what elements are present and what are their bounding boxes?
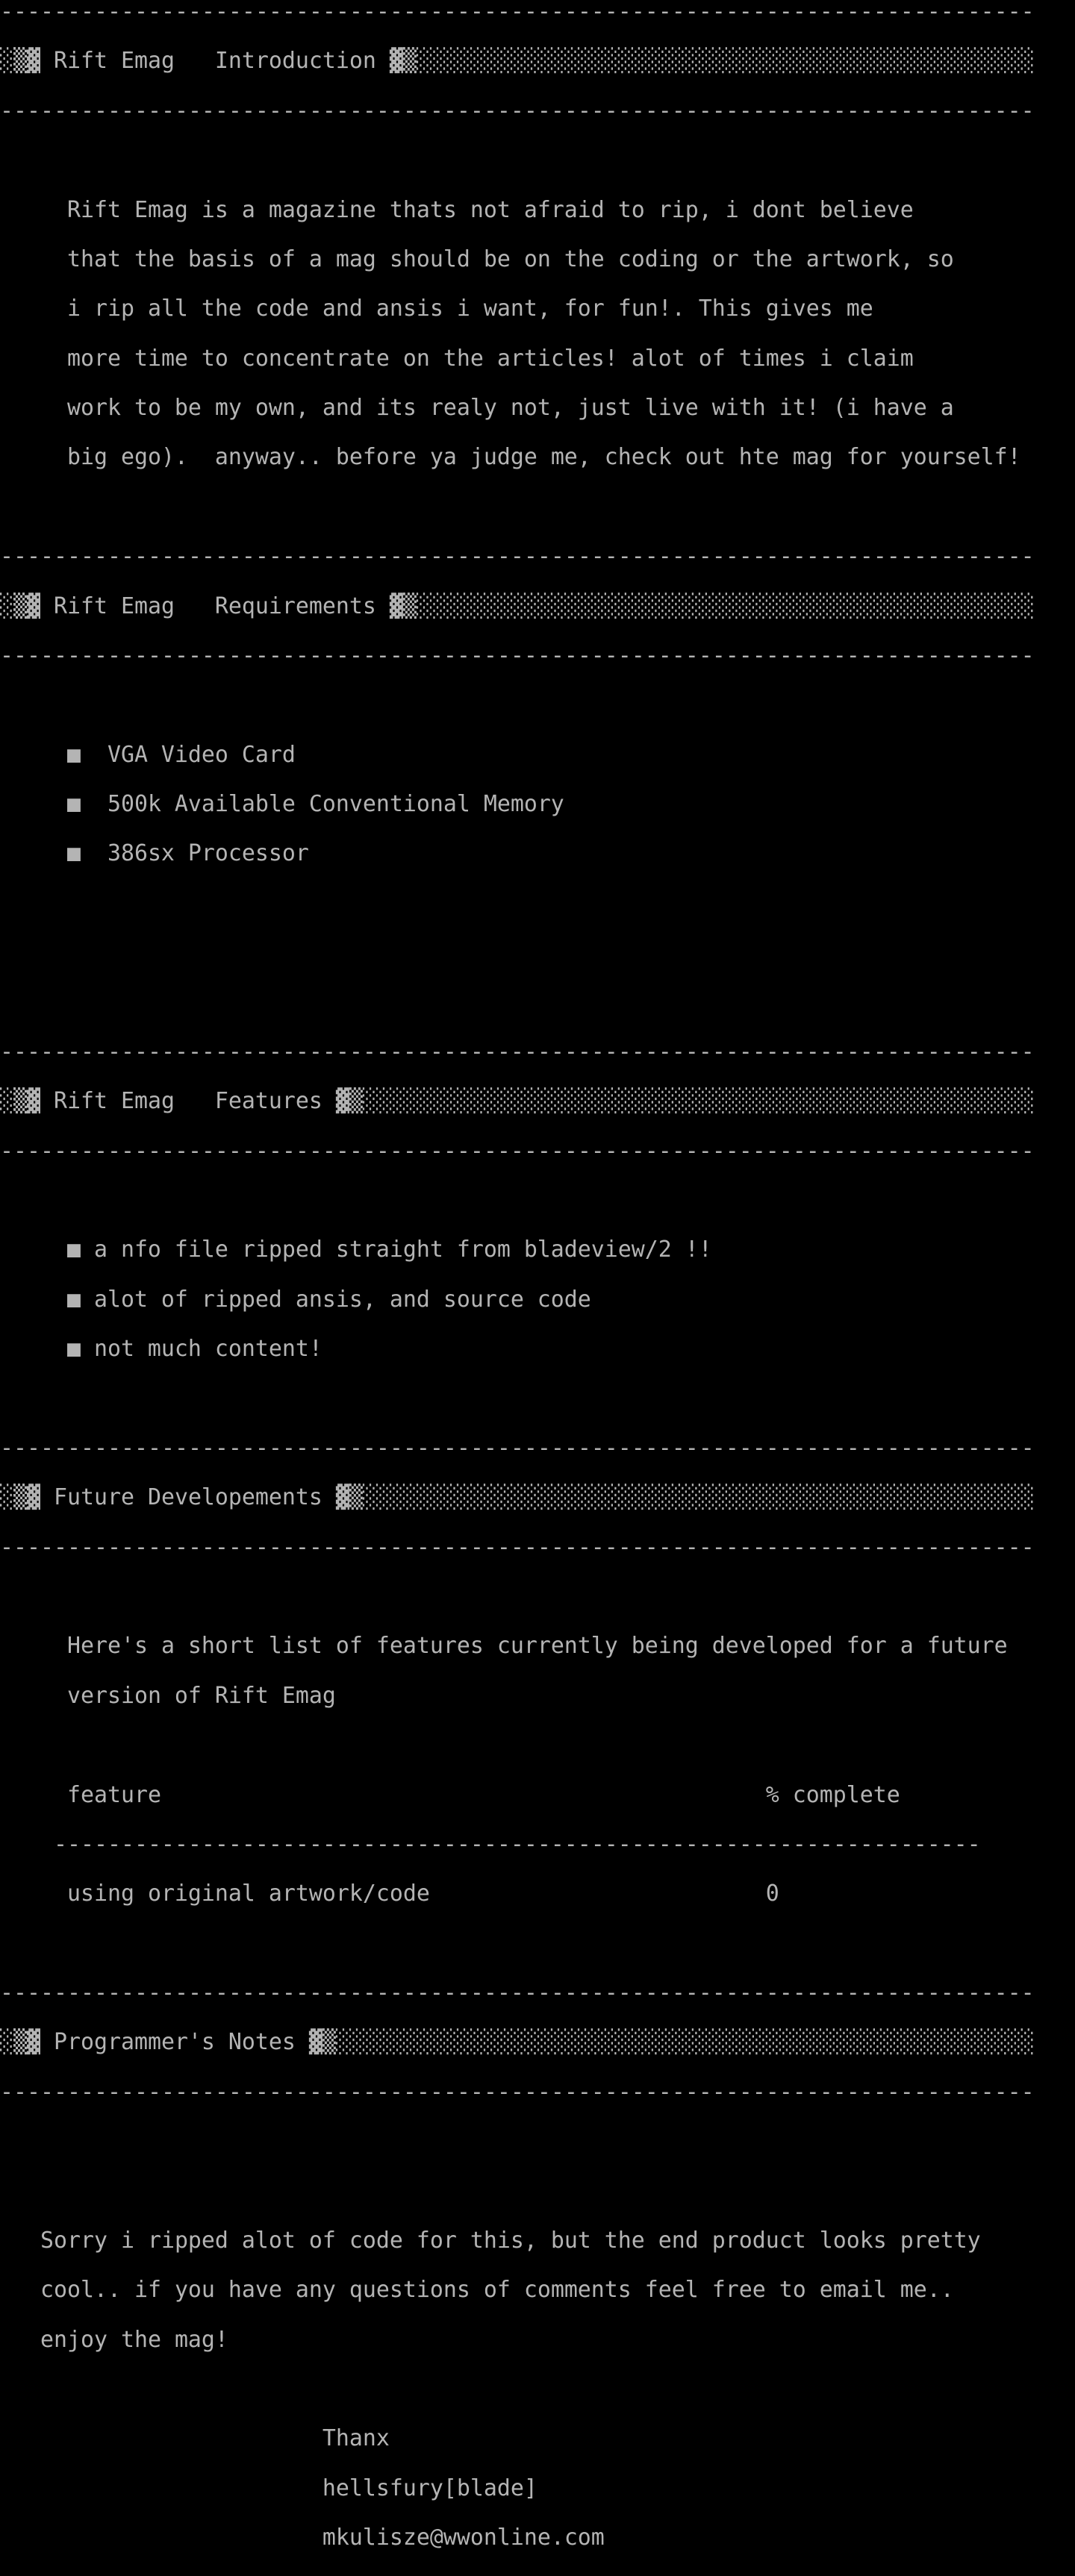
requirement-label: VGA Video Card [107, 741, 296, 768]
feature-label: a nfo file ripped straight from bladeview/2 !! [93, 1237, 712, 1263]
blank-line [0, 1932, 1075, 1955]
section-header-introduction: ░▒▓ Rift Emag Introduction ▓▒░░░░░░░░░░░░░░░░░░░░░░░░░░░░░░░░░░░░░░░░░░░░░░ [0, 48, 1035, 75]
section-divider: ----------------------------------------------------------------------------- [0, 1980, 1035, 2006]
notes-paragraph-line: Sorry i ripped alot of code for this, but the end product looks pretty [40, 2227, 981, 2254]
feature-item [0, 1238, 1075, 1261]
intro-paragraph-line: i rip all the code and ansis i want, for fun!. This gives me [66, 296, 873, 322]
blank-line [0, 2180, 1075, 2203]
intro-paragraph-line: Rift Emag is a magazine thats not afraid to rip, i dont believe [66, 196, 914, 223]
section-divider: ----------------------------------------------------------------------------- [0, 2078, 1035, 2105]
bullet-icon: ■ [66, 1286, 81, 1313]
blank-line [0, 149, 1075, 172]
section-header-future-developements: ░▒▓ Future Developements ▓▒░░░░░░░░░░░░░░░░░░░░░░░░░░░░░░░░░░░░░░░░░░░░░░░░░░ [0, 1484, 1035, 1511]
blank-line [0, 1189, 1075, 1212]
intro-paragraph-line: more time to concentrate on the articles! alot of times i claim [66, 345, 914, 372]
table-separator: --------------------------------------------------------------------- [53, 1831, 981, 1857]
bullet-icon: ■ [66, 791, 81, 817]
blank-line [0, 892, 1075, 915]
blank-line [0, 1734, 1075, 1757]
intro-paragraph-line: that the basis of a mag should be on the coding or the artwork, so [66, 246, 954, 272]
intro-paragraph-line: big ego). anyway.. before ya judge me, check out hte mag for yourself! [66, 444, 1021, 471]
intro-paragraph-line: work to be my own, and its realy not, just live with it! (i have a [66, 395, 954, 421]
requirement-item [0, 743, 1075, 766]
signature-line: hellsfury[blade] [322, 2475, 538, 2501]
table-row [0, 1882, 1075, 1905]
blank-line [0, 2130, 1075, 2153]
table-header-row [0, 1783, 1075, 1807]
bullet-icon: ■ [66, 1237, 81, 1263]
bullet-icon: ■ [66, 1336, 81, 1363]
blank-line [0, 1387, 1075, 1410]
section-divider: ----------------------------------------------------------------------------- [0, 543, 1035, 570]
notes-paragraph-line: enjoy the mag! [40, 2326, 228, 2353]
requirement-item [0, 842, 1075, 865]
blank-line [0, 693, 1075, 716]
requirement-item [0, 793, 1075, 816]
blank-line [0, 2378, 1075, 2401]
feature-item [0, 1336, 1075, 1363]
signature-line: mkulisze@wwonline.com [322, 2525, 605, 2551]
signature-line: Thanx [322, 2425, 390, 2452]
section-header-programmers-notes: ░▒▓ Programmer's Notes ▓▒░░░░░░░░░░░░░░░░░░░░░░░░░░░░░░░░░░░░░░░░░░░░░░░░░░░░ [0, 2029, 1035, 2056]
section-divider: ----------------------------------------------------------------------------- [0, 1534, 1035, 1560]
complete-column-header: % complete [765, 1781, 900, 1808]
feature-item [0, 1288, 1075, 1311]
complete-cell: 0 [765, 1881, 779, 1907]
bullet-icon: ■ [66, 741, 81, 768]
feature-column-header: feature [66, 1781, 161, 1808]
blank-line [0, 991, 1075, 1014]
feature-cell: using original artwork/code [66, 1881, 430, 1907]
blank-line [0, 941, 1075, 964]
section-divider: ----------------------------------------------------------------------------- [0, 1038, 1035, 1065]
section-divider: ----------------------------------------------------------------------------- [0, 0, 1035, 25]
section-divider: ----------------------------------------------------------------------------- [0, 642, 1035, 669]
requirement-label: 500k Available Conventional Memory [107, 791, 564, 817]
feature-label: alot of ripped ansis, and source code [93, 1286, 591, 1313]
section-divider: ----------------------------------------------------------------------------- [0, 1137, 1035, 1164]
section-divider: ----------------------------------------------------------------------------- [0, 1434, 1035, 1461]
bullet-icon: ■ [66, 840, 81, 867]
requirement-label: 386sx Processor [107, 840, 309, 867]
future-paragraph-line: version of Rift Emag [66, 1682, 336, 1709]
section-header-features: ░▒▓ Rift Emag Features ▓▒░░░░░░░░░░░░░░░░░░░░░░░░░░░░░░░░░░░░░░░░░░░░░░░░░░ [0, 1088, 1035, 1115]
feature-label: not much content! [93, 1336, 322, 1363]
notes-paragraph-line: cool.. if you have any questions of comments feel free to email me.. [40, 2277, 954, 2304]
section-header-requirements: ░▒▓ Rift Emag Requirements ▓▒░░░░░░░░░░░░░░░░░░░░░░░░░░░░░░░░░░░░░░░░░░░░░░ [0, 593, 1035, 619]
blank-line [0, 1585, 1075, 1608]
section-divider: ----------------------------------------------------------------------------- [0, 97, 1035, 124]
future-paragraph-line: Here's a short list of features currently being developed for a future [66, 1633, 1008, 1660]
blank-line [0, 495, 1075, 519]
